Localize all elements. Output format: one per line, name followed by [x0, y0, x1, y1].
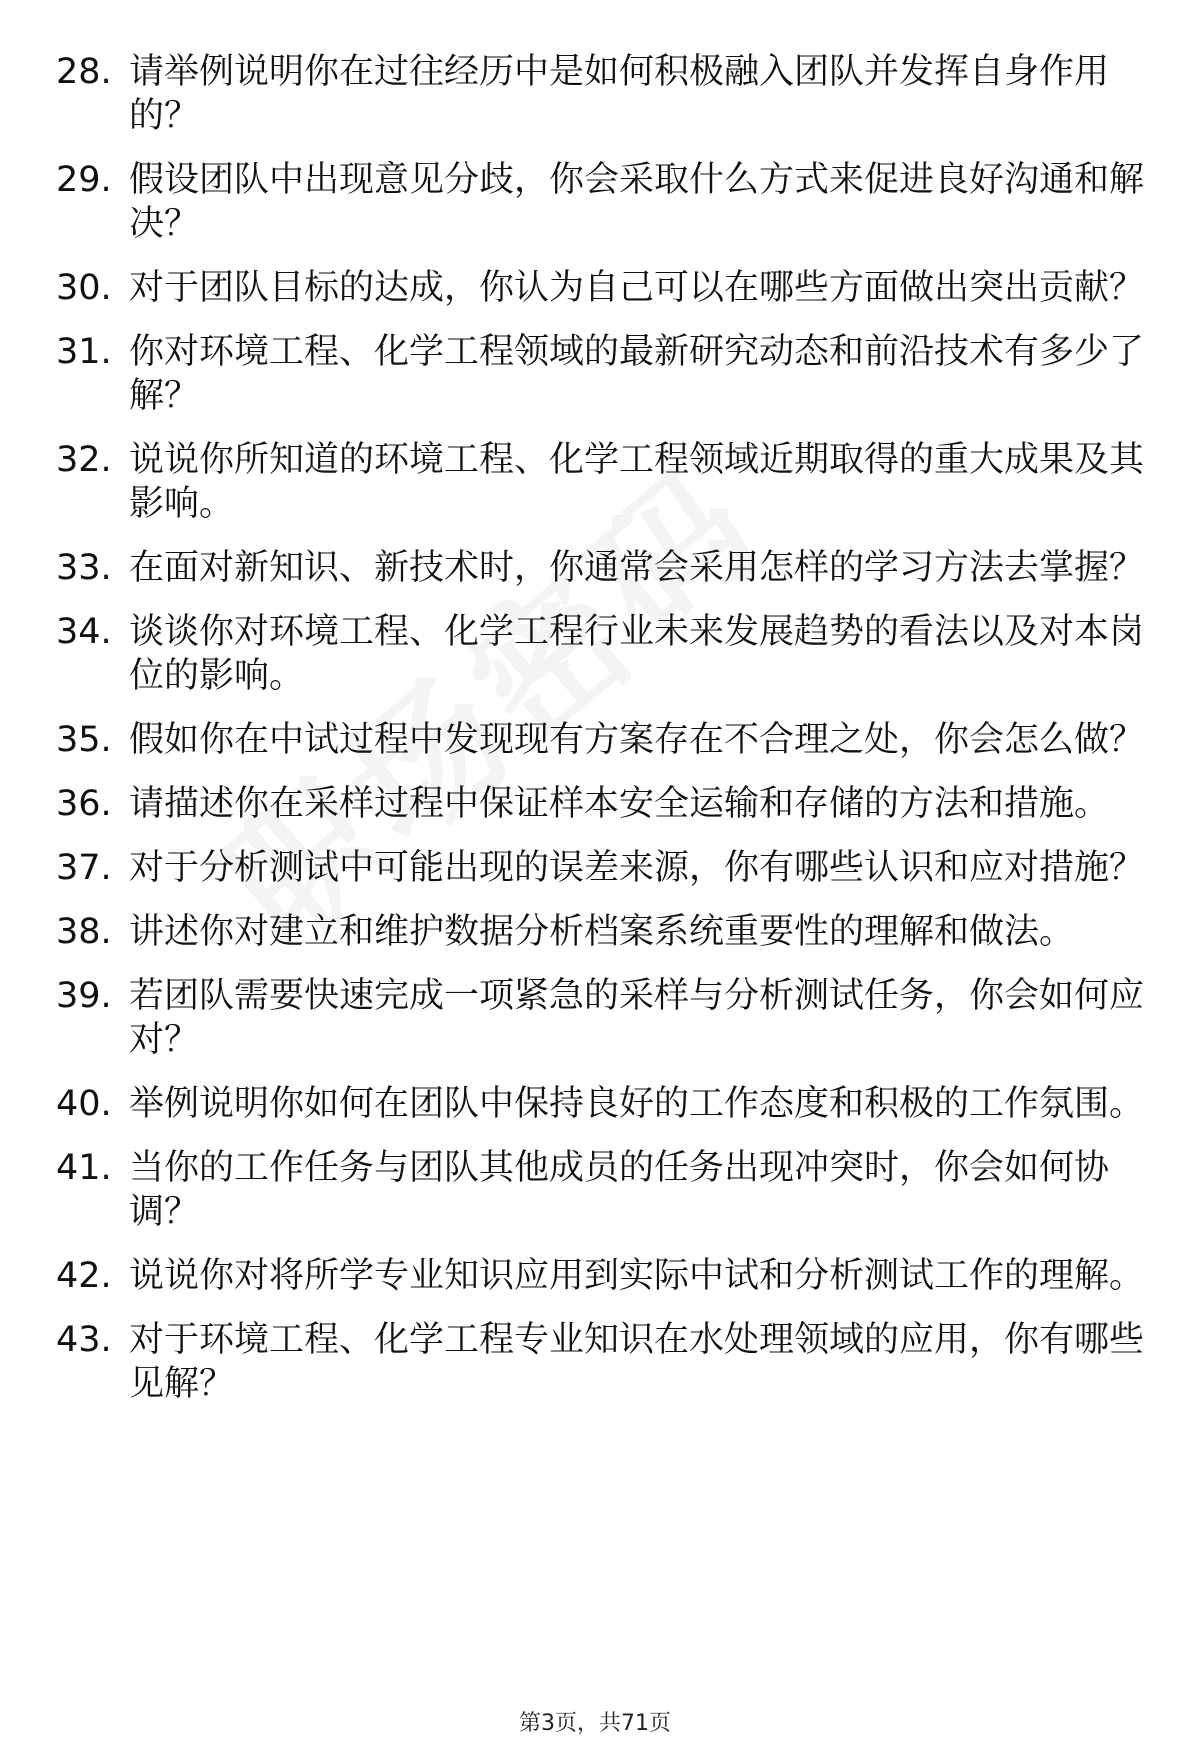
question-item [56, 1146, 1146, 1234]
question-text: 谈谈你对环境工程、化学工程行业未来发展趋势的看法以及对本岗位的影响。 [129, 612, 1145, 696]
question-item [56, 158, 1146, 246]
question-number: 33. [56, 548, 112, 588]
question-text: 讲述你对建立和维护数据分析档案系统重要性的理解和做法。 [129, 912, 1075, 952]
question-item [56, 610, 1146, 698]
question-number: 39. [56, 976, 112, 1016]
question-text: 对于团队目标的达成，你认为自己可以在哪些方面做出突出贡献？ [129, 268, 1145, 308]
question-item [56, 782, 1146, 826]
question-text: 假设团队中出现意见分歧，你会采取什么方式来促进良好沟通和解决？ [129, 160, 1145, 244]
question-number: 43. [56, 1320, 112, 1360]
question-number: 28. [56, 52, 112, 92]
question-number: 40. [56, 1084, 112, 1124]
question-number: 31. [56, 332, 112, 372]
question-item [56, 438, 1146, 526]
question-item [56, 910, 1146, 954]
question-item [56, 974, 1146, 1062]
page-number: 第3页，共71页 [519, 1711, 671, 1736]
question-text: 请举例说明你在过往经历中是如何积极融入团队并发挥自身作用的？ [129, 52, 1110, 136]
question-list [56, 50, 1146, 1426]
question-text: 在面对新知识、新技术时，你通常会采用怎样的学习方法去掌握？ [129, 548, 1145, 588]
question-number: 35. [56, 720, 112, 760]
question-item [56, 1082, 1146, 1126]
question-number: 42. [56, 1256, 112, 1296]
question-text: 对于分析测试中可能出现的误差来源，你有哪些认识和应对措施？ [129, 848, 1145, 888]
question-item [56, 266, 1146, 310]
question-number: 30. [56, 268, 112, 308]
question-text: 假如你在中试过程中发现现有方案存在不合理之处，你会怎么做？ [129, 720, 1145, 760]
question-text: 请描述你在采样过程中保证样本安全运输和存储的方法和措施。 [129, 784, 1110, 824]
question-number: 34. [56, 612, 112, 652]
question-text: 举例说明你如何在团队中保持良好的工作态度和积极的工作氛围。 [129, 1084, 1145, 1124]
question-number: 37. [56, 848, 112, 888]
question-number: 32. [56, 440, 112, 480]
question-text: 说说你对将所学专业知识应用到实际中试和分析测试工作的理解。 [129, 1256, 1145, 1296]
question-number: 36. [56, 784, 112, 824]
question-item [56, 50, 1146, 138]
question-text: 对于环境工程、化学工程专业知识在水处理领域的应用，你有哪些见解？ [129, 1320, 1145, 1404]
question-text: 说说你所知道的环境工程、化学工程领域近期取得的重大成果及其影响。 [129, 440, 1145, 524]
question-number: 29. [56, 160, 112, 200]
question-item [56, 846, 1146, 890]
question-item [56, 330, 1146, 418]
question-item [56, 718, 1146, 762]
question-text: 当你的工作任务与团队其他成员的任务出现冲突时，你会如何协调？ [129, 1148, 1110, 1232]
question-item [56, 1254, 1146, 1298]
question-text: 若团队需要快速完成一项紧急的采样与分析测试任务，你会如何应对？ [129, 976, 1145, 1060]
question-number: 41. [56, 1148, 112, 1188]
question-text: 你对环境工程、化学工程领域的最新研究动态和前沿技术有多少了解？ [129, 332, 1145, 416]
question-number: 38. [56, 912, 112, 952]
question-item [56, 546, 1146, 590]
question-item [56, 1318, 1146, 1406]
